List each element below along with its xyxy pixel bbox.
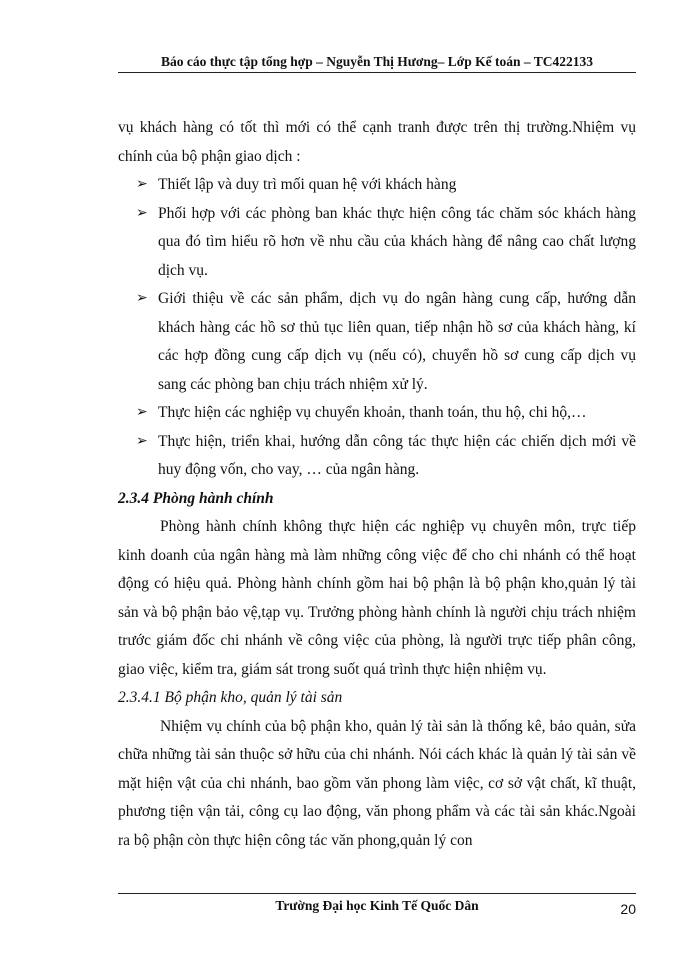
arrow-bullet-icon: ➢ bbox=[136, 405, 148, 420]
subsection-paragraph: Nhiệm vụ chính của bộ phận kho, quản lý tài sản là thống kê, bảo quản, sửa chữa những tài sản thuộc sở hữu của chi nhánh. Nói cách khác là quản lý tài sản về mặt hiện vật của chi nhánh, bao gồm văn phong làm việc, cơ sở vật chất, kĩ thuật, phương tiện vận tải, công cụ lao động, văn phong phẩm và các tài sản khác.Ngoài ra bộ phận còn thực hiện công tác văn phong,quản lý con bbox=[118, 717, 636, 849]
arrow-bullet-icon: ➢ bbox=[136, 291, 148, 306]
footer-divider bbox=[118, 893, 636, 894]
arrow-bullet-icon: ➢ bbox=[136, 205, 148, 221]
list-item bbox=[118, 200, 636, 286]
section-heading: 2.3.4 Phòng hành chính bbox=[118, 489, 274, 507]
section-paragraph: Phòng hành chính không thực hiện các nghiệp vụ chuyên môn, trực tiếp kinh doanh của ngân hàng mà làm những công việc để cho chi nhánh có thể hoạt động có hiệu quả. Phòng hành chính gồm hai bộ phận là bộ phận kho,quản lý tài sản và bộ phận bảo vệ,tạp vụ. Trưởng phòng hành chính là người chịu trách nhiệm trước giám đốc chi nhánh về công việc của phòng, là người trực tiếp phân công, giao việc, kiểm tra, giám sát trong suốt quá trình thực hiện nhiệm vụ. bbox=[118, 518, 636, 678]
list-item-text: Giới thiệu về các sản phẩm, dịch vụ do ngân hàng cung cấp, hướng dẫn khách hàng các hồ sơ thủ tục liên quan, tiếp nhận hồ sơ của khách hàng, kí các hợp đồng cung cấp dịch vụ (nếu có), chuyển hồ sơ cung cấp dịch vụ sang các phòng ban chịu trách nhiệm xử lý. bbox=[158, 290, 636, 393]
arrow-bullet-icon: ➢ bbox=[136, 177, 148, 192]
header-title: Báo cáo thực tập tổng hợp – Nguyễn Thị Hương– Lớp Kế toán – TC422133 bbox=[161, 54, 593, 69]
header-divider bbox=[118, 72, 636, 73]
page-body bbox=[118, 114, 636, 855]
list-item-text: Thực hiện các nghiệp vụ chuyển khoản, thanh toán, thu hộ, chi hộ,… bbox=[158, 404, 587, 421]
list-item-text: Thực hiện, triển khai, hướng dẫn công tác thực hiện các chiến dịch mới về huy động vốn, cho vay, … của ngân hàng. bbox=[158, 432, 636, 478]
list-item-text: Thiết lập và duy trì mối quan hệ với khách hàng bbox=[158, 176, 457, 193]
list-item-text: Phối hợp với các phòng ban khác thực hiện công tác chăm sóc khách hàng qua đó tìm hiểu rõ hơn về nhu cầu của khách hàng để nâng cao chất lượng dịch vụ. bbox=[158, 204, 636, 279]
arrow-bullet-icon: ➢ bbox=[136, 433, 148, 449]
intro-paragraph: vụ khách hàng có tốt thì mới có thể cạnh tranh được trên thị trường.Nhiệm vụ chính của bộ phận giao dịch : bbox=[118, 119, 636, 165]
list-item bbox=[118, 171, 636, 200]
page-number: 20 bbox=[620, 901, 636, 917]
list-item bbox=[118, 399, 636, 428]
duty-list bbox=[118, 171, 636, 485]
subsection-heading: 2.3.4.1 Bộ phận kho, quản lý tài sản bbox=[118, 689, 343, 706]
list-item bbox=[118, 285, 636, 399]
list-item bbox=[118, 428, 636, 485]
footer-school: Trường Đại học Kinh Tế Quốc Dân bbox=[275, 898, 479, 913]
